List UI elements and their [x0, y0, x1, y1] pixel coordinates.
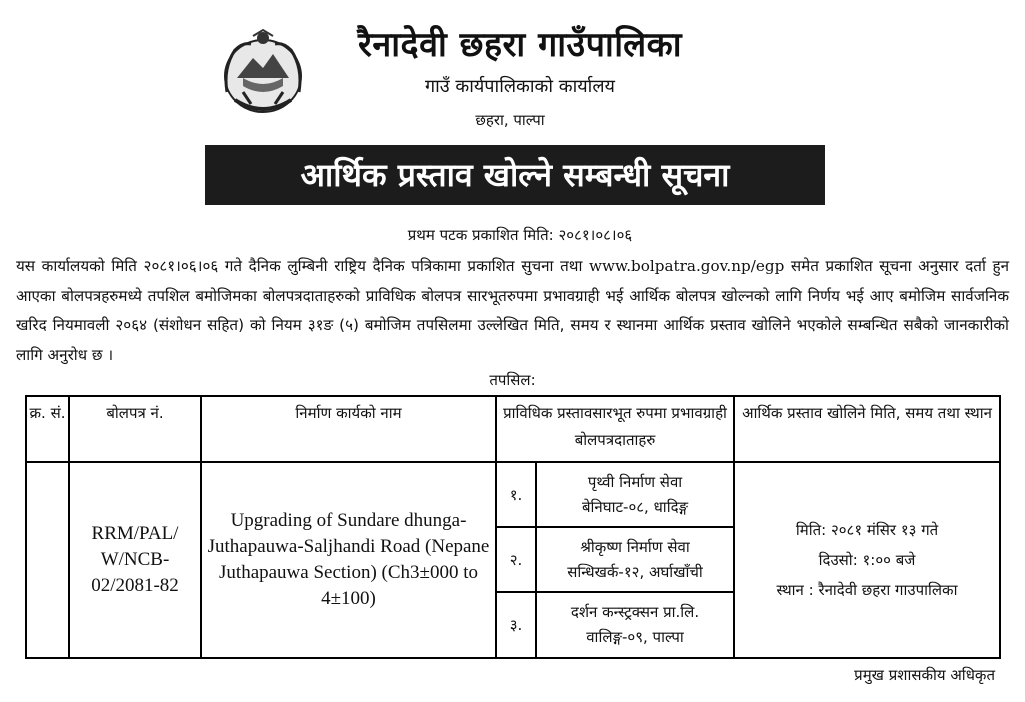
- notice-body: [16, 252, 1009, 370]
- notice-title: आर्थिक प्रस्ताव खोल्ने सम्बन्धी सूचना: [300, 156, 730, 194]
- opening-time: दिउसो: १:०० बजे: [818, 551, 916, 569]
- header-sn: क्र. सं.: [26, 396, 69, 462]
- publication-date: प्रथम पटक प्रकाशित मिति: २०८१।०८।०६: [407, 226, 633, 244]
- bidder-address: वालिङ्ग-०९, पाल्पा: [586, 628, 684, 646]
- bidder-sn: २.: [496, 527, 536, 592]
- bidder-name: श्रीकृष्ण निर्माण सेवा: [580, 537, 690, 556]
- bidder-address: बेनिघाट-०८, धादिङ्ग: [581, 497, 689, 516]
- row-sn-cell: [26, 462, 69, 658]
- tapasil-label: तपसिल:: [489, 371, 536, 389]
- header-bid-no: बोलपत्र नं.: [69, 396, 201, 462]
- bidder-name: पृथ्वी निर्माण सेवा: [587, 472, 683, 491]
- signature: प्रमुख प्रशासकीय अधिकृत: [854, 666, 995, 684]
- bidder-cell: [536, 462, 734, 527]
- office-location: छहरा, पाल्पा: [475, 111, 545, 129]
- notice-body-part2: समेत प्रकाशित सूचना अनुसार दर्ता हुन आएका बोलपत्रहरुमध्ये तपशिल बमोजिमका बोलपत्रदाताहरुको प्राविधिक बोलपत्र सारभूतरुपमा प्रभावग्राही भई आर्थिक बोलपत्र खोल्नको लागि निर्णय भई आए बमोजिम सार्वजनिक खरिद नियमावली २०६४ (संशोधन सहित) को नियम ३१ङ (५) बमोजिम तपसिलमा उल्लेखित मिति, समय र स्थानमा आर्थिक प्रस्ताव खोलिने भएकोले सम्बन्धित सबैको जानकारीको लागि अनुरोध छ ।: [16, 257, 1009, 364]
- bidder-sn: ३.: [496, 592, 536, 658]
- bidder-cell: [536, 592, 734, 658]
- opening-place: स्थान : रैनादेवी छहरा गाउपालिका: [776, 581, 958, 599]
- bidder-address: सन्धिखर्क-१२, अर्घाखाँची: [567, 562, 703, 581]
- bidder-cell: [536, 527, 734, 592]
- bolpatra-url: www.bolpatra.gov.np/egp: [589, 257, 785, 275]
- header-responsive-bidders: प्राविधिक प्रस्तावसारभूत रुपमा प्रभावग्राही बोलपत्रदाताहरु: [496, 396, 734, 462]
- header-work-name: निर्माण कार्यको नाम: [201, 396, 496, 462]
- notice-banner: [205, 145, 825, 205]
- bidder-name: दर्शन कन्स्ट्रक्सन प्रा.लि.: [570, 603, 700, 621]
- bidder-sn: १.: [496, 462, 536, 527]
- opening-info-cell: [734, 462, 1000, 658]
- header-opening-info: आर्थिक प्रस्ताव खोलिने मिति, समय तथा स्थान: [734, 396, 1000, 462]
- notice-body-part1: यस कार्यालयको मिति २०८१।०६।०६ गते दैनिक लुम्बिनी राष्ट्रिय दैनिक पत्रिकामा प्रकाशित सुचना तथा: [16, 257, 589, 275]
- work-name: Upgrading of Sundare dhunga-Juthapauwa-Saljhandi Road (Nepane Juthapauwa Section) (Ch3±000 to 4±100): [201, 462, 496, 658]
- office-title: रैनादेवी छहरा गाउँपालिका: [357, 25, 683, 65]
- bid-number: RRM/PAL/ W/NCB-02/2081-82: [69, 462, 201, 658]
- opening-date: मिति: २०८१ मंसिर १३ गते: [795, 521, 939, 539]
- office-subtitle: गाउँ कार्यपालिकाको कार्यालय: [425, 76, 615, 97]
- nepal-government-emblem-icon: [213, 28, 313, 120]
- bid-opening-table: [25, 395, 1001, 659]
